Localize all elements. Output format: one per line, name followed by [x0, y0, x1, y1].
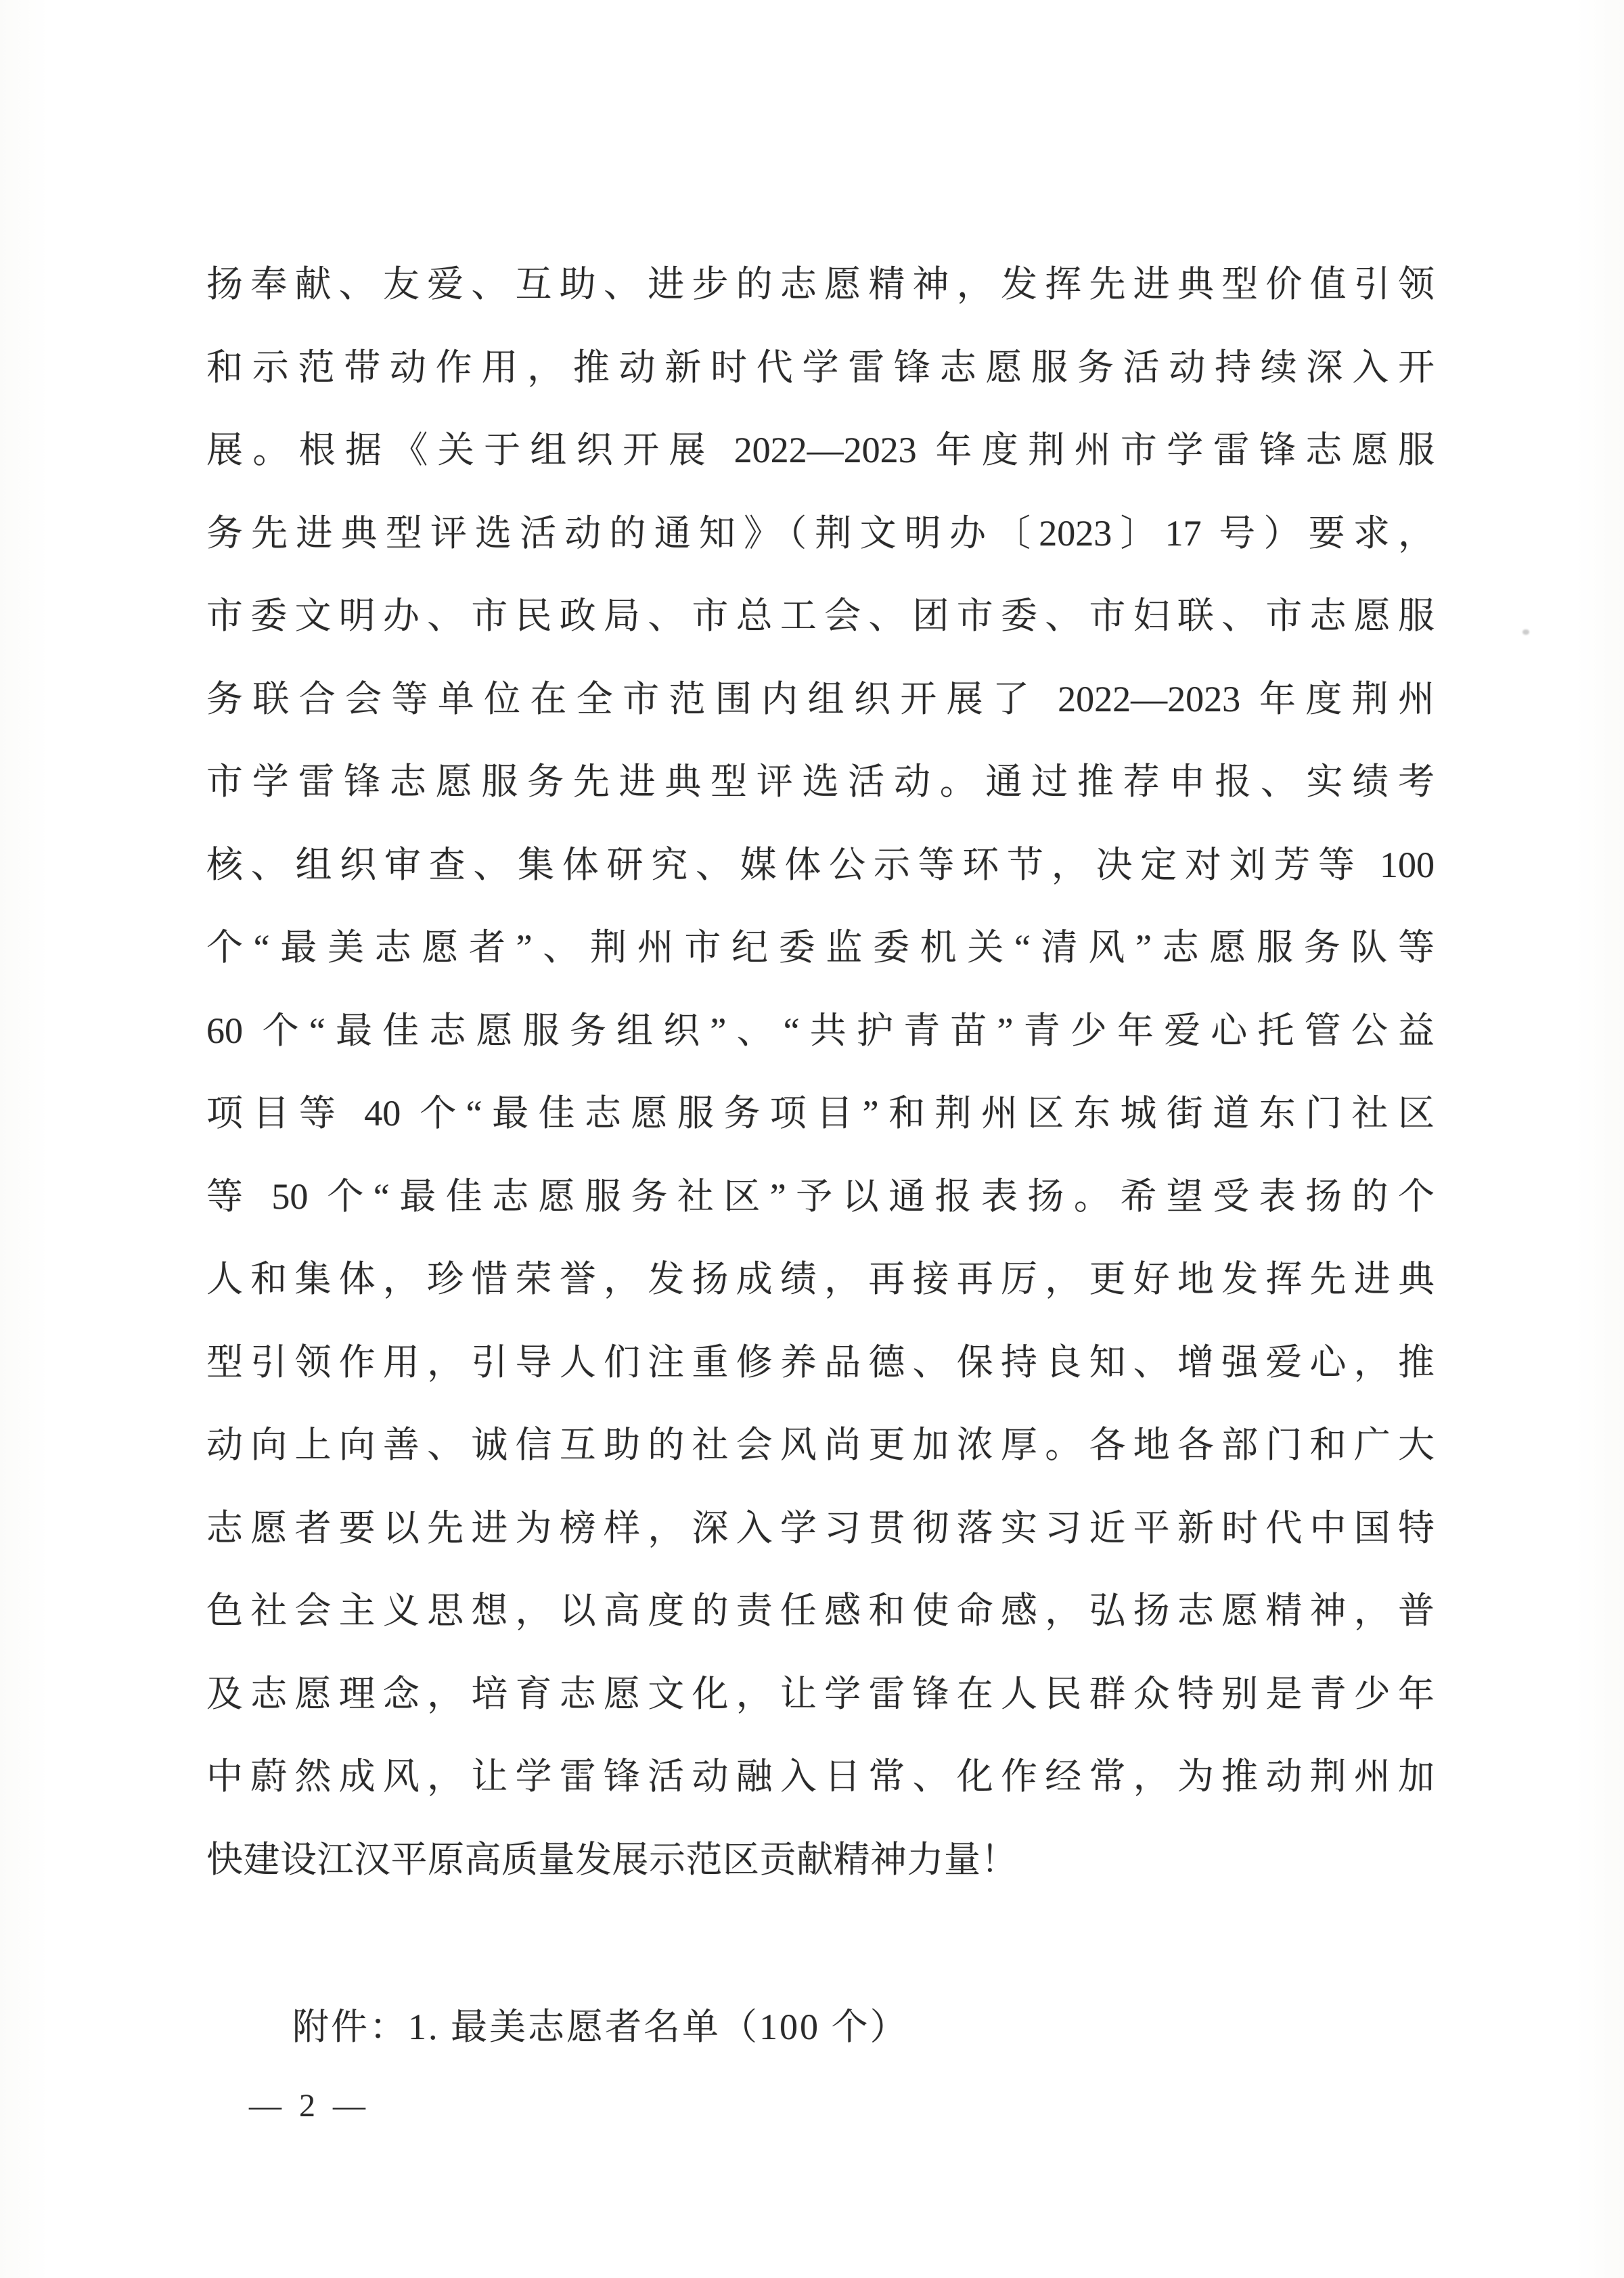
scan-speck: [1522, 629, 1529, 635]
body-line: 务先进典型评选活动的通知》（荆文明办〔2023〕17 号）要求，: [206, 512, 1435, 554]
body-line: 等 50 个“最佳志愿服务社区”予以通报表扬。希望受表扬的个: [206, 1176, 1435, 1217]
body-line: 志愿者要以先进为榜样，深入学习贯彻落实习近平新时代中国特: [206, 1507, 1435, 1548]
body-line: 及志愿理念，培育志愿文化，让学雷锋在人民群众特别是青少年: [206, 1673, 1435, 1714]
body-line: 快建设江汉平原高质量发展示范区贡献精神力量！: [206, 1839, 1018, 1880]
body-line: 型引领作用，引导人们注重修养品德、保持良知、增强爱心，推: [206, 1341, 1435, 1383]
body-line: 扬奉献、友爱、互助、进步的志愿精神，发挥先进典型价值引领: [206, 264, 1435, 305]
attachment-line: 附件：1. 最美志愿者名单（100 个）: [292, 2007, 909, 2047]
body-line: 核、组织审查、集体研究、媒体公示等环节，决定对刘芳等 100: [206, 844, 1435, 885]
body-text: [206, 243, 1435, 1901]
body-line: 60 个“最佳志愿服务组织”、“共护青苗”青少年爱心托管公益: [206, 1010, 1435, 1051]
body-line: 个“最美志愿者”、荆州市纪委监委机关“清风”志愿服务队等: [206, 927, 1435, 968]
body-line: 人和集体，珍惜荣誉，发扬成绩，再接再厉，更好地发挥先进典: [206, 1259, 1435, 1299]
body-line: 市委文明办、市民政局、市总工会、团市委、市妇联、市志愿服: [206, 596, 1435, 636]
body-line: 展。根据《关于组织开展 2022—2023 年度荆州市学雷锋志愿服: [206, 430, 1435, 470]
body-line: 色社会主义思想，以高度的责任感和使命感，弘扬志愿精神，普: [206, 1590, 1435, 1631]
body-line: 项目等 40 个“最佳志愿服务项目”和荆州区东城街道东门社区: [206, 1093, 1435, 1134]
body-line: 务联合会等单位在全市范围内组织开展了 2022—2023 年度荆州: [206, 678, 1435, 719]
body-line: 中蔚然成风，让学雷锋活动融入日常、化作经常，为推动荆州加: [206, 1756, 1435, 1797]
body-line: 市学雷锋志愿服务先进典型评选活动。通过推荐申报、实绩考: [206, 761, 1435, 802]
body-line: 和示范带动作用，推动新时代学雷锋志愿服务活动持续深入开: [206, 347, 1435, 388]
page-number: — 2 —: [249, 2088, 370, 2124]
body-line: 动向上向善、诚信互助的社会风尚更加浓厚。各地各部门和广大: [206, 1425, 1435, 1465]
